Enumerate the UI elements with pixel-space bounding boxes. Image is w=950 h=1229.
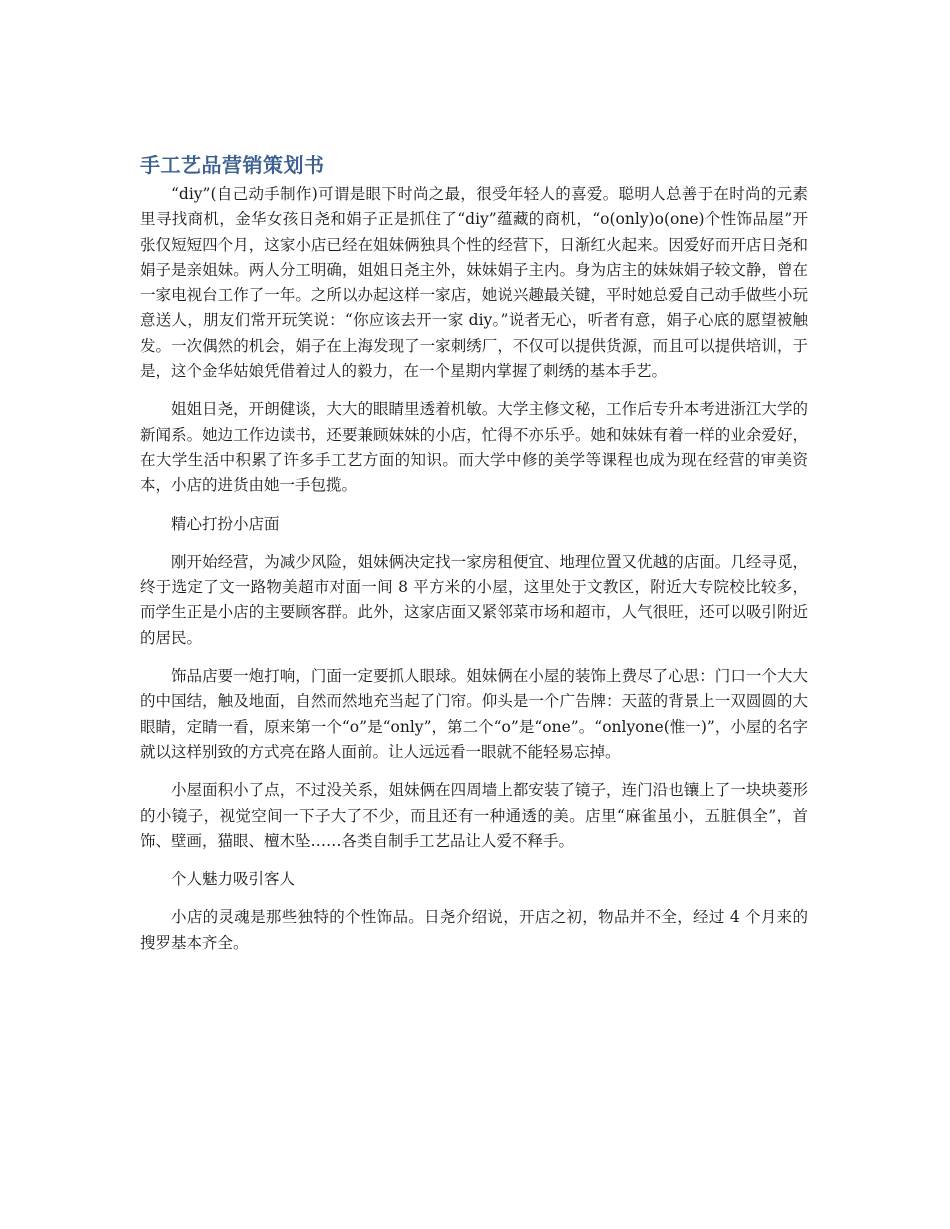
paragraph-intro: “diy”(自己动手制作)可谓是眼下时尚之最，很受年轻人的喜爱。聪明人总善于在时尚的元素里寻找商机，金华女孩日尧和娟子正是抓住了“diy”蕴藏的商机，“o(only)o(one)个性饰品屋”开张仅短短四个月，这家小店已经在姐妹俩独具个性的经营下，日渐红火起来。因爱好而开店日尧和娟子是亲姐妹。两人分工明确，姐姐日尧主外，妹妹娟子主内。身为店主的妹妹娟子较文静，曾在一家电视台工作了一年。之所以办起这样一家店，她说兴趣最关键，平时她总爱自己动手做些小玩意送人，朋友们常开玩笑说：“你应该去开一家 diy。”说者无心，听者有意，娟子心底的愿望被触发。一次偶然的机会，娟子在上海发现了一家刺绣厂，不仅可以提供货源，而且可以提供培训，于是，这个金华姑娘凭借着过人的毅力，在一个星期内掌握了刺绣的基本手艺。: [140, 185, 808, 381]
paragraph-decoration: 饰品店要一炮打响，门面一定要抓人眼球。姐妹俩在小屋的装饰上费尽了心思：门口一个大大的中国结，触及地面，自然而然地充当起了门帘。仰头是一个广告牌：天蓝的背景上一双圆圆的大眼睛，定睛一看，原来第一个“o”是“only”，第二个“o”是“one”。“onlyone(惟一)”，小屋的名字就以这样别致的方式亮在路人面前。让人远远看一眼就不能轻易忘掉。: [140, 667, 808, 761]
section-heading-storefront: 精心打扮小店面: [171, 514, 280, 533]
section-heading-charm: 个人魅力吸引客人: [171, 870, 296, 889]
paragraph-mirrors: 小屋面积小了点，不过没关系，姐妹俩在四周墙上都安装了镜子，连门沿也镶上了一块块菱形的小镜子，视觉空间一下子大了不少，而且还有一种通透的美。店里“麻雀虽小，五脏俱全”，首饰、壁画，猫眼、檀木坠……各类自制手工艺品让人爱不释手。: [140, 781, 808, 850]
document-page: [140, 150, 808, 969]
paragraph-soul: 小店的灵魂是那些独特的个性饰品。日尧介绍说，开店之初，物品并不全，经过 4 个月来的搜罗基本齐全。: [140, 908, 808, 952]
paragraph-location: 刚开始经营，为减少风险，姐妹俩决定找一家房租便宜、地理位置又优越的店面。几经寻觅，终于选定了文一路物美超市对面一间 8 平方米的小屋，这里处于文教区，附近大专院校比较多，而学生正是小店的主要顾客群。此外，这家店面又紧邻菜市场和超市，人气很旺，还可以吸引附近的居民。: [140, 552, 808, 647]
paragraph-sister: 姐姐日尧，开朗健谈，大大的眼睛里透着机敏。大学主修文秘，工作后专升本考进浙江大学的新闻系。她边工作边读书，还要兼顾妹妹的小店，忙得不亦乐乎。她和妹妹有着一样的业余爱好，在大学生活中积累了许多手工艺方面的知识。而大学中修的美学等课程也成为现在经营的审美资本，小店的进货由她一手包揽。: [140, 400, 808, 495]
document-title: 手工艺品营销策划书: [140, 153, 325, 177]
